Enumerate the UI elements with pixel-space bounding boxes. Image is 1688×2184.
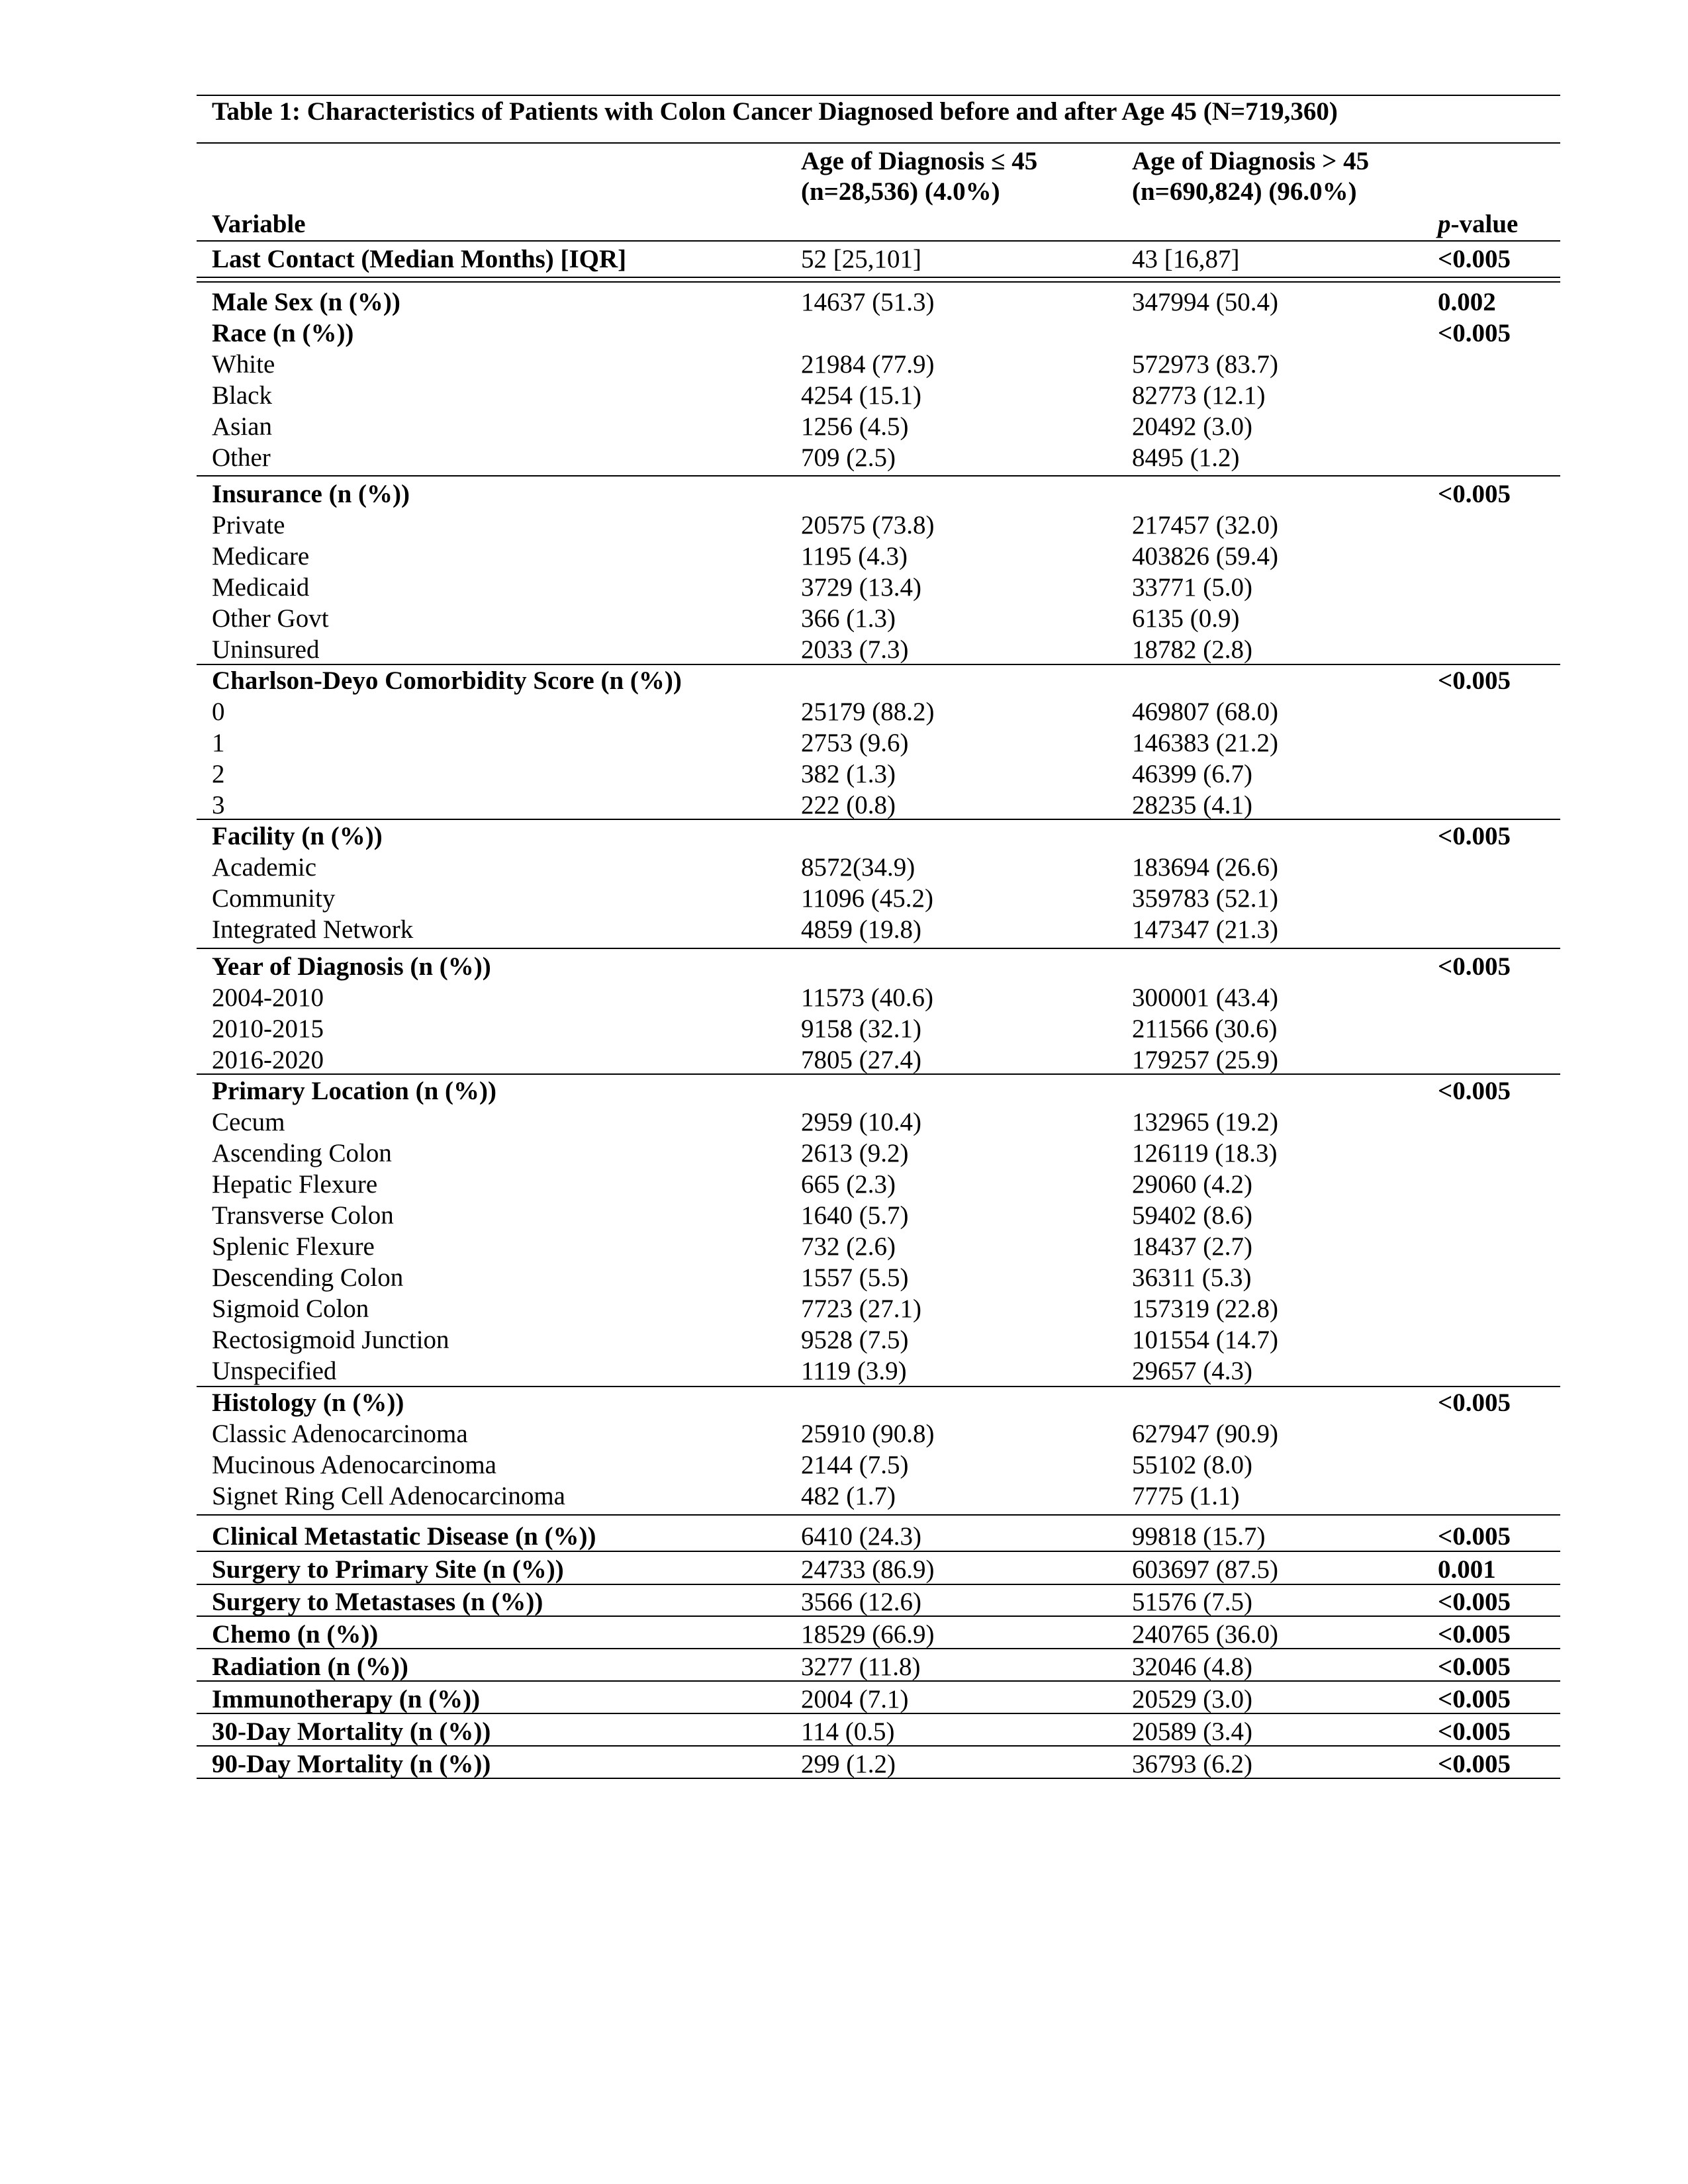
col-header-older-line2: (n=690,824) (96.0%) xyxy=(1132,177,1357,206)
cell-pvalue: 0.001 xyxy=(1438,1555,1496,1584)
row-label: Rectosigmoid Junction xyxy=(212,1326,449,1354)
cell-age-le-45: 7723 (27.1) xyxy=(801,1295,921,1323)
row-label: Surgery to Metastases (n (%)) xyxy=(212,1588,543,1616)
cell-age-le-45: 709 (2.5) xyxy=(801,443,896,472)
cell-pvalue: <0.005 xyxy=(1438,1588,1511,1616)
row-label: Mucinous Adenocarcinoma xyxy=(212,1451,496,1479)
col-header-young-line1: Age of Diagnosis ≤ 45 xyxy=(801,147,1038,175)
row-rule xyxy=(197,1745,1560,1747)
cell-age-gt-45: 29060 (4.2) xyxy=(1132,1170,1252,1199)
cell-age-le-45: 2959 (10.4) xyxy=(801,1108,921,1136)
cell-age-gt-45: 29657 (4.3) xyxy=(1132,1357,1252,1385)
row-rule xyxy=(197,948,1560,949)
row-rule xyxy=(197,819,1560,820)
row-label: 1 xyxy=(212,729,225,757)
cell-age-gt-45: 59402 (8.6) xyxy=(1132,1201,1252,1230)
cell-age-le-45: 665 (2.3) xyxy=(801,1170,896,1199)
cell-age-le-45: 11573 (40.6) xyxy=(801,983,934,1012)
row-label: Immunotherapy (n (%)) xyxy=(212,1685,481,1713)
cell-age-le-45: 21984 (77.9) xyxy=(801,350,935,379)
cell-age-le-45: 732 (2.6) xyxy=(801,1232,896,1261)
cell-pvalue: <0.005 xyxy=(1438,1653,1511,1681)
row-label: 3 xyxy=(212,791,225,819)
cell-age-le-45: 11096 (45.2) xyxy=(801,884,934,913)
cell-age-le-45: 14637 (51.3) xyxy=(801,288,935,316)
row-label: Transverse Colon xyxy=(212,1201,394,1230)
cell-age-gt-45: 36311 (5.3) xyxy=(1132,1263,1252,1292)
cell-age-le-45: 2613 (9.2) xyxy=(801,1139,909,1167)
cell-age-le-45: 52 [25,101] xyxy=(801,245,921,273)
cell-age-gt-45: 6135 (0.9) xyxy=(1132,604,1240,633)
cell-pvalue: <0.005 xyxy=(1438,319,1511,347)
cell-age-gt-45: 101554 (14.7) xyxy=(1132,1326,1278,1354)
cell-age-gt-45: 211566 (30.6) xyxy=(1132,1015,1278,1043)
cell-pvalue: <0.005 xyxy=(1438,822,1511,850)
title-rule xyxy=(197,142,1560,144)
cell-pvalue: <0.005 xyxy=(1438,1750,1511,1778)
row-label: Histology (n (%)) xyxy=(212,1388,404,1417)
row-label: Surgery to Primary Site (n (%)) xyxy=(212,1555,564,1584)
cell-age-gt-45: 157319 (22.8) xyxy=(1132,1295,1278,1323)
cell-age-gt-45: 51576 (7.5) xyxy=(1132,1588,1252,1616)
cell-pvalue: <0.005 xyxy=(1438,1077,1511,1105)
row-label: Uninsured xyxy=(212,635,320,664)
cell-age-gt-45: 7775 (1.1) xyxy=(1132,1482,1240,1510)
row-rule xyxy=(197,1073,1560,1075)
cell-age-le-45: 366 (1.3) xyxy=(801,604,896,633)
row-label: Descending Colon xyxy=(212,1263,404,1292)
pvalue-rest: -value xyxy=(1450,210,1519,238)
row-label: Ascending Colon xyxy=(212,1139,392,1167)
cell-pvalue: <0.005 xyxy=(1438,480,1511,508)
row-label: Last Contact (Median Months) [IQR] xyxy=(212,245,627,273)
row-label: 2 xyxy=(212,760,225,788)
cell-age-gt-45: 43 [16,87] xyxy=(1132,245,1240,273)
cell-age-gt-45: 126119 (18.3) xyxy=(1132,1139,1278,1167)
cell-age-le-45: 1640 (5.7) xyxy=(801,1201,909,1230)
cell-age-le-45: 24733 (86.9) xyxy=(801,1555,935,1584)
cell-age-le-45: 18529 (66.9) xyxy=(801,1620,935,1649)
cell-age-gt-45: 183694 (26.6) xyxy=(1132,853,1278,882)
row-label: 30-Day Mortality (n (%)) xyxy=(212,1717,491,1746)
row-rule xyxy=(197,1584,1560,1585)
row-label: Charlson-Deyo Comorbidity Score (n (%)) xyxy=(212,666,682,695)
cell-age-gt-45: 20589 (3.4) xyxy=(1132,1717,1252,1746)
row-rule xyxy=(197,1648,1560,1649)
row-label: Chemo (n (%)) xyxy=(212,1620,379,1649)
cell-pvalue: <0.005 xyxy=(1438,1717,1511,1746)
cell-pvalue: <0.005 xyxy=(1438,1388,1511,1417)
row-label: Radiation (n (%)) xyxy=(212,1653,408,1681)
cell-age-le-45: 2144 (7.5) xyxy=(801,1451,909,1479)
row-label: 2016-2020 xyxy=(212,1046,324,1074)
cell-age-gt-45: 20492 (3.0) xyxy=(1132,412,1252,441)
cell-age-le-45: 25179 (88.2) xyxy=(801,698,935,726)
row-rule xyxy=(197,277,1560,278)
row-label: Medicare xyxy=(212,542,310,570)
cell-age-gt-45: 300001 (43.4) xyxy=(1132,983,1278,1012)
row-rule xyxy=(197,1713,1560,1714)
row-label: Splenic Flexure xyxy=(212,1232,375,1261)
cell-age-gt-45: 32046 (4.8) xyxy=(1132,1653,1252,1681)
cell-age-le-45: 1557 (5.5) xyxy=(801,1263,909,1292)
row-label: Sigmoid Colon xyxy=(212,1295,369,1323)
col-header-older-line1: Age of Diagnosis > 45 xyxy=(1132,147,1370,175)
row-rule xyxy=(197,1680,1560,1682)
cell-age-le-45: 299 (1.2) xyxy=(801,1750,896,1778)
cell-age-le-45: 2753 (9.6) xyxy=(801,729,909,757)
row-label: Signet Ring Cell Adenocarcinoma xyxy=(212,1482,565,1510)
cell-age-gt-45: 240765 (36.0) xyxy=(1132,1620,1278,1649)
cell-age-le-45: 20575 (73.8) xyxy=(801,511,935,539)
col-header-young-line2: (n=28,536) (4.0%) xyxy=(801,177,1000,206)
cell-age-gt-45: 55102 (8.0) xyxy=(1132,1451,1252,1479)
cell-age-le-45: 222 (0.8) xyxy=(801,791,896,819)
cell-age-gt-45: 572973 (83.7) xyxy=(1132,350,1278,379)
row-label: Primary Location (n (%)) xyxy=(212,1077,496,1105)
cell-age-gt-45: 217457 (32.0) xyxy=(1132,511,1278,539)
cell-age-le-45: 3566 (12.6) xyxy=(801,1588,921,1616)
row-label: Community xyxy=(212,884,336,913)
row-label: Black xyxy=(212,381,272,410)
cell-age-gt-45: 18782 (2.8) xyxy=(1132,635,1252,664)
header-rule xyxy=(197,240,1560,242)
cell-age-le-45: 114 (0.5) xyxy=(801,1717,895,1746)
cell-age-gt-45: 603697 (87.5) xyxy=(1132,1555,1278,1584)
row-label: Race (n (%)) xyxy=(212,319,354,347)
row-label: Cecum xyxy=(212,1108,285,1136)
row-label: White xyxy=(212,350,275,379)
row-label: 0 xyxy=(212,698,225,726)
cell-age-gt-45: 347994 (50.4) xyxy=(1132,288,1278,316)
cell-pvalue: 0.002 xyxy=(1438,288,1496,316)
cell-age-gt-45: 46399 (6.7) xyxy=(1132,760,1252,788)
row-label: Academic xyxy=(212,853,317,882)
cell-age-le-45: 3729 (13.4) xyxy=(801,573,921,602)
cell-age-le-45: 382 (1.3) xyxy=(801,760,896,788)
row-rule xyxy=(197,1615,1560,1617)
cell-age-gt-45: 627947 (90.9) xyxy=(1132,1420,1278,1448)
table-title: Table 1: Characteristics of Patients with Colon Cancer Diagnosed before and after Age 45 (N=719,360) xyxy=(212,97,1338,126)
cell-age-gt-45: 147347 (21.3) xyxy=(1132,915,1278,944)
row-label: Facility (n (%)) xyxy=(212,822,383,850)
cell-age-le-45: 2004 (7.1) xyxy=(801,1685,909,1713)
row-rule xyxy=(197,1514,1560,1516)
cell-age-gt-45: 359783 (52.1) xyxy=(1132,884,1278,913)
row-label: Asian xyxy=(212,412,272,441)
row-label: Other xyxy=(212,443,271,472)
row-rule xyxy=(197,1778,1560,1779)
cell-age-le-45: 7805 (27.4) xyxy=(801,1046,921,1074)
cell-age-le-45: 1119 (3.9) xyxy=(801,1357,907,1385)
cell-age-le-45: 482 (1.7) xyxy=(801,1482,896,1510)
cell-age-gt-45: 469807 (68.0) xyxy=(1132,698,1278,726)
cell-age-le-45: 9528 (7.5) xyxy=(801,1326,909,1354)
cell-age-gt-45: 33771 (5.0) xyxy=(1132,573,1252,602)
cell-age-gt-45: 132965 (19.2) xyxy=(1132,1108,1278,1136)
cell-age-le-45: 9158 (32.1) xyxy=(801,1015,921,1043)
cell-age-le-45: 6410 (24.3) xyxy=(801,1522,921,1551)
cell-age-gt-45: 8495 (1.2) xyxy=(1132,443,1240,472)
row-label: 90-Day Mortality (n (%)) xyxy=(212,1750,491,1778)
row-label: Classic Adenocarcinoma xyxy=(212,1420,468,1448)
row-label: 2010-2015 xyxy=(212,1015,324,1043)
cell-age-le-45: 4859 (19.8) xyxy=(801,915,921,944)
row-rule xyxy=(197,475,1560,477)
cell-age-gt-45: 99818 (15.7) xyxy=(1132,1522,1266,1551)
cell-pvalue: <0.005 xyxy=(1438,1685,1511,1713)
pvalue-italic-p: p xyxy=(1438,210,1451,238)
cell-pvalue: <0.005 xyxy=(1438,952,1511,981)
row-rule xyxy=(197,281,1560,283)
cell-age-le-45: 1195 (4.3) xyxy=(801,542,908,570)
cell-age-gt-45: 82773 (12.1) xyxy=(1132,381,1266,410)
row-label: Male Sex (n (%)) xyxy=(212,288,400,316)
row-label: 2004-2010 xyxy=(212,983,324,1012)
cell-pvalue: <0.005 xyxy=(1438,666,1511,695)
col-header-pvalue xyxy=(1438,208,1518,240)
row-label: Year of Diagnosis (n (%)) xyxy=(212,952,491,981)
row-label: Integrated Network xyxy=(212,915,414,944)
row-label: Private xyxy=(212,511,285,539)
cell-pvalue: <0.005 xyxy=(1438,1620,1511,1649)
cell-pvalue: <0.005 xyxy=(1438,1522,1511,1551)
row-label: Insurance (n (%)) xyxy=(212,480,410,508)
cell-age-gt-45: 36793 (6.2) xyxy=(1132,1750,1252,1778)
row-rule xyxy=(197,1551,1560,1552)
cell-age-le-45: 8572(34.9) xyxy=(801,853,915,882)
cell-age-gt-45: 20529 (3.0) xyxy=(1132,1685,1252,1713)
cell-age-gt-45: 28235 (4.1) xyxy=(1132,791,1252,819)
cell-age-gt-45: 403826 (59.4) xyxy=(1132,542,1278,570)
cell-age-gt-45: 146383 (21.2) xyxy=(1132,729,1278,757)
row-label: Medicaid xyxy=(212,573,310,602)
row-label: Unspecified xyxy=(212,1357,337,1385)
row-label: Other Govt xyxy=(212,604,329,633)
row-label: Clinical Metastatic Disease (n (%)) xyxy=(212,1522,596,1551)
cell-age-le-45: 25910 (90.8) xyxy=(801,1420,935,1448)
row-label: Hepatic Flexure xyxy=(212,1170,378,1199)
col-header-variable: Variable xyxy=(212,210,306,238)
cell-pvalue: <0.005 xyxy=(1438,245,1511,273)
cell-age-gt-45: 18437 (2.7) xyxy=(1132,1232,1252,1261)
cell-age-gt-45: 179257 (25.9) xyxy=(1132,1046,1278,1074)
cell-age-le-45: 3277 (11.8) xyxy=(801,1653,921,1681)
cell-age-le-45: 2033 (7.3) xyxy=(801,635,909,664)
cell-age-le-45: 1256 (4.5) xyxy=(801,412,909,441)
cell-age-le-45: 4254 (15.1) xyxy=(801,381,921,410)
